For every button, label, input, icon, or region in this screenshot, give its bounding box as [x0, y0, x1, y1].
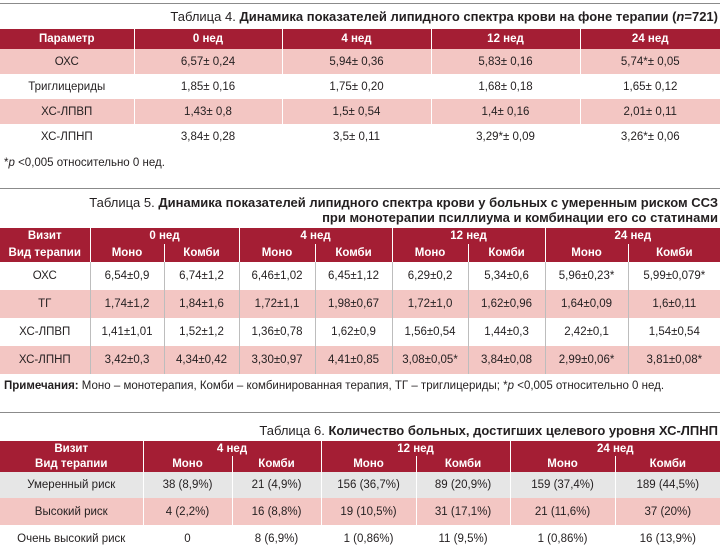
row-label: Очень высокий риск: [0, 525, 143, 552]
table-cell: 156 (36,7%): [321, 472, 416, 498]
row-label: ОХС: [0, 49, 134, 74]
table-cell: 4 (2,2%): [143, 498, 232, 525]
table-row: [0, 472, 720, 498]
table-cell: 2,01± 0,11: [580, 99, 720, 124]
table4-caption-text: Динамика показателей липидного спектра крови на фоне терапии (: [239, 9, 677, 24]
table6-caption-title: Количество больных, достигших целевого уровня ХС-ЛПНП: [328, 423, 718, 438]
row-label: ХС-ЛПВП: [0, 318, 90, 346]
table-cell: 3,08±0,05*: [392, 346, 468, 374]
table6: [0, 441, 720, 552]
table6-header-row-1: [0, 441, 720, 456]
table-cell: 5,34±0,6: [468, 262, 545, 290]
table-cell: 5,99±0,079*: [628, 262, 720, 290]
table-cell: 4,41±0,85: [315, 346, 392, 374]
table-cell: 3,26*± 0,06: [580, 124, 720, 149]
table-row: [0, 525, 720, 552]
table-cell: 6,57± 0,24: [134, 49, 282, 74]
note-p: p: [507, 380, 515, 392]
table-cell: 31 (17,1%): [416, 498, 510, 525]
row-label: Умеренный риск: [0, 472, 143, 498]
table4-header: Параметр: [0, 29, 134, 49]
table-cell: 3,30±0,97: [239, 346, 315, 374]
table-cell: 1,64±0,09: [545, 290, 628, 318]
table5-note: [0, 380, 720, 392]
table5-caption-line1: Динамика показателей липидного спектра крови у больных с умеренным риском ССЗ: [158, 195, 718, 210]
table-cell: 189 (44,5%): [615, 472, 720, 498]
table-row: [0, 99, 720, 124]
row-label: ХС-ЛПНП: [0, 346, 90, 374]
table-row: [0, 49, 720, 74]
table-cell: 1,52±1,2: [164, 318, 239, 346]
table-cell: 6,74±1,2: [164, 262, 239, 290]
table-cell: 16 (8,8%): [232, 498, 321, 525]
table6-header-week: 4 нед: [143, 441, 321, 456]
note-star: *: [4, 157, 9, 169]
table-cell: 1,72±1,0: [392, 290, 468, 318]
table-cell: 6,46±1,02: [239, 262, 315, 290]
table4-caption-prefix: Таблица 4.: [170, 9, 236, 24]
table4-header: 12 нед: [431, 29, 580, 49]
table-cell: 1 (0,86%): [321, 525, 416, 552]
table-cell: 2,99±0,06*: [545, 346, 628, 374]
table-cell: 1,62±0,9: [315, 318, 392, 346]
table5-top-rule: [0, 188, 720, 189]
table-cell: 5,74*± 0,05: [580, 49, 720, 74]
note-tail: <0,005 относительно 0 нед.: [514, 380, 665, 392]
table6-header-therapy: Вид терапии: [0, 456, 143, 472]
table-cell: 16 (13,9%): [615, 525, 720, 552]
table5-header-row-1: [0, 228, 720, 244]
table-cell: 1,43± 0,8: [134, 99, 282, 124]
table-cell: 3,84±0,08: [468, 346, 545, 374]
table-row: [0, 498, 720, 525]
table4-header-row: [0, 29, 720, 49]
table6-caption: [0, 423, 720, 438]
table-row: [0, 346, 720, 374]
row-label: ТГ: [0, 290, 90, 318]
table-cell: 1,56±0,54: [392, 318, 468, 346]
note-text: Моно – монотерапия, Комби – комбинированная терапия, ТГ – триглицериды; *: [78, 380, 508, 392]
row-label: Триглицериды: [0, 74, 134, 99]
table-cell: 6,45±1,12: [315, 262, 392, 290]
table-cell: 1,98±0,67: [315, 290, 392, 318]
table-cell: 3,5± 0,11: [282, 124, 431, 149]
table-cell: 0: [143, 525, 232, 552]
table-cell: 1,75± 0,20: [282, 74, 431, 99]
table-cell: 1,4± 0,16: [431, 99, 580, 124]
table5-header-week: 4 нед: [239, 228, 392, 244]
table5-caption-prefix: Таблица 5.: [89, 195, 155, 210]
row-label: Высокий риск: [0, 498, 143, 525]
table5-header-visit: Визит: [0, 228, 90, 244]
table5: [0, 228, 720, 374]
table5-header-sub: Комби: [468, 244, 545, 262]
table-cell: 1,62±0,96: [468, 290, 545, 318]
table6-header-sub: Комби: [615, 456, 720, 472]
note-label: Примечания:: [4, 380, 79, 392]
table-cell: 8 (6,9%): [232, 525, 321, 552]
table5-header-sub: Моно: [239, 244, 315, 262]
table4-section: [0, 3, 720, 169]
table6-section: [0, 412, 720, 552]
table-cell: 1,74±1,2: [90, 290, 164, 318]
table5-header-sub: Комби: [164, 244, 239, 262]
table-cell: 1,68± 0,18: [431, 74, 580, 99]
table-cell: 5,83± 0,16: [431, 49, 580, 74]
table5-header-week: 0 нед: [90, 228, 239, 244]
table6-caption-prefix: Таблица 6.: [259, 423, 325, 438]
table-cell: 6,54±0,9: [90, 262, 164, 290]
table5-header-sub: Моно: [545, 244, 628, 262]
table6-header-visit: Визит: [0, 441, 143, 456]
table5-header-row-2: [0, 244, 720, 262]
table-cell: 1,65± 0,12: [580, 74, 720, 99]
table-cell: 1 (0,86%): [510, 525, 615, 552]
table4-header: 0 нед: [134, 29, 282, 49]
note-text: <0,005 относительно 0 нед.: [14, 157, 165, 169]
table5-header-sub: Комби: [628, 244, 720, 262]
table-cell: 6,29±0,2: [392, 262, 468, 290]
table-cell: 1,5± 0,54: [282, 99, 431, 124]
table-cell: 3,42±0,3: [90, 346, 164, 374]
table-cell: 37 (20%): [615, 498, 720, 525]
table-cell: 1,6±0,11: [628, 290, 720, 318]
table6-header-week: 24 нед: [510, 441, 720, 456]
table5-header-sub: Комби: [315, 244, 392, 262]
table5-caption: [0, 195, 720, 210]
table4-header: 24 нед: [580, 29, 720, 49]
table4-note: [0, 157, 720, 169]
table-cell: 5,96±0,23*: [545, 262, 628, 290]
table-cell: 1,41±1,01: [90, 318, 164, 346]
table5-section: [0, 188, 720, 392]
table6-header-week: 12 нед: [321, 441, 510, 456]
table4-caption-suffix: =721): [684, 9, 718, 24]
table4-top-rule: [0, 3, 720, 4]
table-cell: 89 (20,9%): [416, 472, 510, 498]
table6-header-sub: Комби: [416, 456, 510, 472]
table-cell: 38 (8,9%): [143, 472, 232, 498]
note-p: p: [8, 157, 15, 169]
row-label: ОХС: [0, 262, 90, 290]
table-cell: 3,29*± 0,09: [431, 124, 580, 149]
table5-header-therapy: Вид терапии: [0, 244, 90, 262]
table-row: [0, 262, 720, 290]
table5-caption-2: [0, 210, 720, 225]
table5-header-week: 24 нед: [545, 228, 720, 244]
table-cell: 1,84±1,6: [164, 290, 239, 318]
table-cell: 1,44±0,3: [468, 318, 545, 346]
table-cell: 5,94± 0,36: [282, 49, 431, 74]
table-row: [0, 74, 720, 99]
table-cell: 3,81±0,08*: [628, 346, 720, 374]
table-cell: 159 (37,4%): [510, 472, 615, 498]
table4-caption: [0, 9, 720, 24]
table-cell: 1,54±0,54: [628, 318, 720, 346]
table6-header-sub: Комби: [232, 456, 321, 472]
table-cell: 3,84± 0,28: [134, 124, 282, 149]
table-cell: 1,72±1,1: [239, 290, 315, 318]
table-cell: 2,42±0,1: [545, 318, 628, 346]
table5-header-sub: Моно: [90, 244, 164, 262]
table5-header-week: 12 нед: [392, 228, 545, 244]
table6-header-sub: Моно: [510, 456, 615, 472]
table-cell: 1,36±0,78: [239, 318, 315, 346]
table6-header-sub: Моно: [143, 456, 232, 472]
table-row: [0, 318, 720, 346]
table-row: [0, 290, 720, 318]
table6-header-sub: Моно: [321, 456, 416, 472]
table4-caption-title: [239, 9, 718, 24]
table4-header: 4 нед: [282, 29, 431, 49]
table-cell: 11 (9,5%): [416, 525, 510, 552]
table6-top-rule: [0, 412, 720, 413]
table-cell: 21 (4,9%): [232, 472, 321, 498]
table-cell: 1,85± 0,16: [134, 74, 282, 99]
table4: [0, 29, 720, 149]
table4-caption-n: n: [676, 9, 685, 24]
table5-header-sub: Моно: [392, 244, 468, 262]
table6-header-row-2: [0, 456, 720, 472]
row-label: ХС-ЛПНП: [0, 124, 134, 149]
row-label: ХС-ЛПВП: [0, 99, 134, 124]
table-cell: 19 (10,5%): [321, 498, 416, 525]
table-cell: 21 (11,6%): [510, 498, 615, 525]
table-cell: 4,34±0,42: [164, 346, 239, 374]
table-row: [0, 124, 720, 149]
table5-caption-line2: при монотерапии псиллиума и комбинации его со статинами: [322, 210, 718, 225]
